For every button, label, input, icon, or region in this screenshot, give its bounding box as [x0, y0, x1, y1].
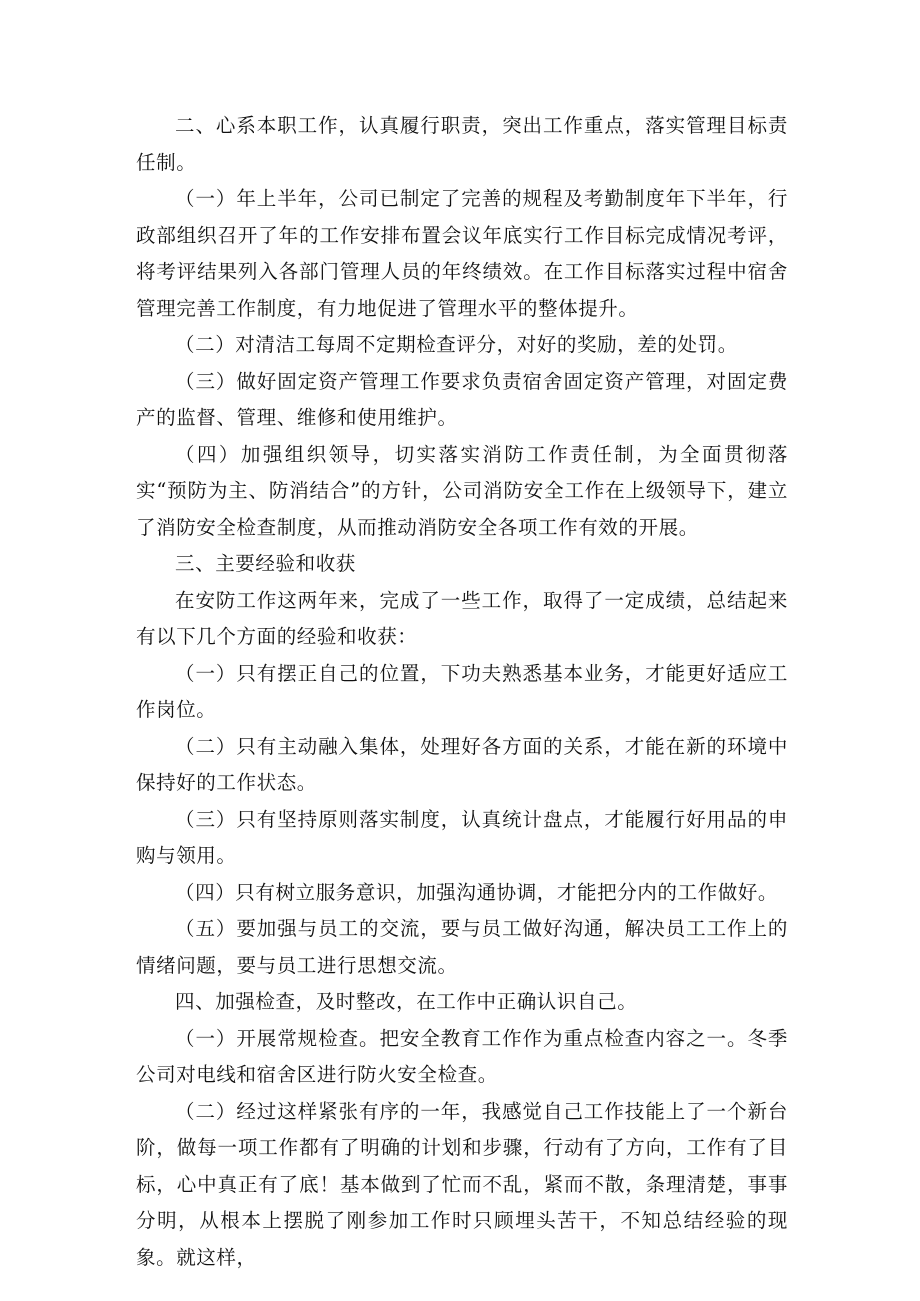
paragraph-check-2: （二）经过这样紧张有序的一年，我感觉自己工作技能上了一个新台阶，做每一项工作都有了明确的计划和步骤，行动有了方向，工作有了目标，心中真正有了底！基本做到了忙而不乱，紧而不散，条理清楚，事事分明，从根本上摆脱了刚参加工作时只顾埋头苦干，不知总结经验的现象。就这样， [136, 1099, 788, 1269]
paragraph-item-3: （三）做好固定资产管理工作要求负责宿舍固定资产管理，对固定费产的监督、管理、维修和使用维护。 [136, 369, 788, 429]
paragraph-check-1: （一）开展常规检查。把安全教育工作作为重点检查内容之一。冬季公司对电线和宿舍区进行防火安全检查。 [136, 1026, 788, 1086]
paragraph-item-2: （二）对清洁工每周不定期检查评分，对好的奖励，差的处罚。 [175, 333, 738, 356]
heading-section-four: 四、加强检查，及时整改，在工作中正确认识自己。 [175, 990, 638, 1013]
paragraph-lesson-5: （五）要加强与员工的交流，要与员工做好沟通，解决员工工作上的情绪问题，要与员工进行思想交流。 [136, 917, 788, 977]
paragraph-item-1: （一）年上半年，公司已制定了完善的规程及考勤制度年下半年，行政部组织召开了年的工作安排布置会议年底实行工作目标完成情况考评，将考评结果列入各部门管理人员的年终绩效。在工作目标落实过程中宿舍管理完善工作制度，有力地促进了管理水平的整体提升。 [136, 187, 788, 320]
paragraph-lesson-2: （二）只有主动融入集体，处理好各方面的关系，才能在新的环境中保持好的工作状态。 [136, 734, 788, 794]
heading-section-two: 二、心系本职工作，认真履行职责，突出工作重点，落实管理目标责任制。 [136, 114, 788, 174]
paragraph-lesson-4: （四）只有树立服务意识，加强沟通协调，才能把分内的工作做好。 [175, 880, 779, 904]
heading-section-three: 三、主要经验和收获 [175, 552, 356, 575]
paragraph-lesson-3: （三）只有坚持原则落实制度，认真统计盘点，才能履行好用品的申购与领用。 [136, 807, 788, 867]
paragraph-lesson-1: （一）只有摆正自己的位置，下功夫熟悉基本业务，才能更好适应工作岗位。 [136, 661, 788, 721]
paragraph-intro: 在安防工作这两年来，完成了一些工作，取得了一定成绩，总结起来有以下几个方面的经验和收获： [136, 588, 788, 648]
paragraph-item-4: （四）加强组织领导，切实落实消防工作责任制，为全面贯彻落实“预防为主、防消结合”的方针，公司消防安全工作在上级领导下，建立了消防安全检查制度，从而推动消防安全各项工作有效的开展。 [136, 442, 788, 539]
